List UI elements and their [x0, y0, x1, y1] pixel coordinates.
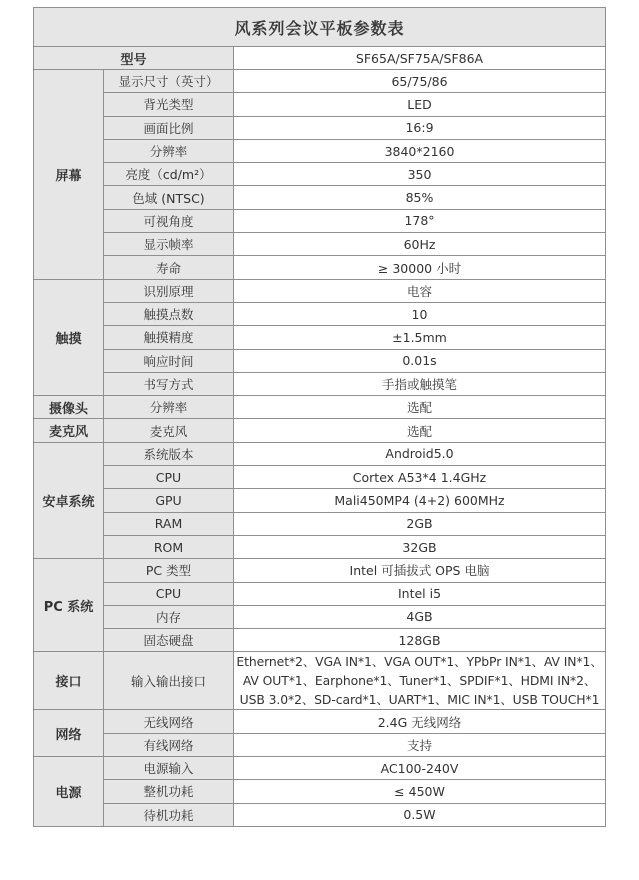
param-label: 整机功耗: [104, 780, 234, 803]
param-value: Intel i5: [234, 582, 606, 605]
param-label: 显示帧率: [104, 233, 234, 256]
param-value: Mali450MP4 (4+2) 600MHz: [234, 489, 606, 512]
param-label: CPU: [104, 582, 234, 605]
param-label: 识别原理: [104, 279, 234, 302]
table-row: [34, 466, 606, 489]
param-label: 分辨率: [104, 396, 234, 419]
param-value: Android5.0: [234, 442, 606, 465]
param-value: 65/75/86: [234, 70, 606, 93]
param-value: ≥ 30000 小时: [234, 256, 606, 279]
param-label: 内存: [104, 605, 234, 628]
param-value: 85%: [234, 186, 606, 209]
table-row: [34, 326, 606, 349]
category-cell: 接口: [34, 652, 104, 710]
category-cell: PC 系统: [34, 559, 104, 652]
param-value: Intel 可插拔式 OPS 电脑: [234, 559, 606, 582]
table-row: [34, 279, 606, 302]
param-label: CPU: [104, 466, 234, 489]
param-label: 可视角度: [104, 209, 234, 232]
param-label: 输入输出接口: [104, 652, 234, 710]
table-row: [34, 803, 606, 826]
param-label: 寿命: [104, 256, 234, 279]
table-row: [34, 512, 606, 535]
table-row: [34, 70, 606, 93]
param-value: 60Hz: [234, 233, 606, 256]
table-row: [34, 209, 606, 232]
table-row: [34, 302, 606, 325]
category-cell: 摄像头: [34, 396, 104, 419]
table-row: [34, 233, 606, 256]
param-label: 色域 (NTSC): [104, 186, 234, 209]
param-value: ≤ 450W: [234, 780, 606, 803]
category-cell: 网络: [34, 710, 104, 757]
param-value: 2GB: [234, 512, 606, 535]
table-row: [34, 116, 606, 139]
param-value: 手指或触摸笔: [234, 372, 606, 395]
table-row: [34, 757, 606, 780]
param-label: 书写方式: [104, 372, 234, 395]
param-value: 支持: [234, 733, 606, 756]
category-cell: 安卓系统: [34, 442, 104, 558]
table-row: [34, 442, 606, 465]
param-label: 麦克风: [104, 419, 234, 442]
param-value: 4GB: [234, 605, 606, 628]
param-label: ROM: [104, 535, 234, 558]
model-label: 型号: [34, 47, 234, 70]
category-cell: 电源: [34, 757, 104, 827]
category-cell: 屏幕: [34, 70, 104, 280]
param-value: 0.5W: [234, 803, 606, 826]
table-row: [34, 139, 606, 162]
param-value: 电容: [234, 279, 606, 302]
param-label: PC 类型: [104, 559, 234, 582]
param-value: ±1.5mm: [234, 326, 606, 349]
param-value: 选配: [234, 396, 606, 419]
param-value: 选配: [234, 419, 606, 442]
param-value: 350: [234, 163, 606, 186]
param-label: 亮度（cd/m²）: [104, 163, 234, 186]
param-label: 响应时间: [104, 349, 234, 372]
table-row: [34, 559, 606, 582]
table-row: [34, 186, 606, 209]
param-value: 178°: [234, 209, 606, 232]
table-row: [34, 733, 606, 756]
param-label: 触摸精度: [104, 326, 234, 349]
param-value: LED: [234, 93, 606, 116]
param-value: 128GB: [234, 629, 606, 652]
table-row: [34, 349, 606, 372]
table-row: [34, 605, 606, 628]
model-value: SF65A/SF75A/SF86A: [234, 47, 606, 70]
param-label: 显示尺寸（英寸）: [104, 70, 234, 93]
param-value: Cortex A53*4 1.4GHz: [234, 466, 606, 489]
table-title: 风系列会议平板参数表: [34, 8, 606, 47]
table-row: [34, 396, 606, 419]
param-label: 有线网络: [104, 733, 234, 756]
param-value-line: AV OUT*1、Earphone*1、Tuner*1、SPDIF*1、HDMI IN*2、: [242, 673, 597, 689]
param-value: AC100-240V: [234, 757, 606, 780]
table-row: [34, 710, 606, 733]
param-value-line: Ethernet*2、VGA IN*1、VGA OUT*1、YPbPr IN*1、AV IN*1、: [236, 654, 603, 670]
param-value: 3840*2160: [234, 139, 606, 162]
param-value: 32GB: [234, 535, 606, 558]
param-label: 画面比例: [104, 116, 234, 139]
param-label: 待机功耗: [104, 803, 234, 826]
table-row: [34, 419, 606, 442]
table-row: [34, 372, 606, 395]
table-row: [34, 780, 606, 803]
param-value: 16:9: [234, 116, 606, 139]
category-cell: 触摸: [34, 279, 104, 395]
param-value-line: USB 3.0*2、SD-card*1、UART*1、MIC IN*1、USB TOUCH*1: [239, 692, 600, 708]
param-label: 电源输入: [104, 757, 234, 780]
param-value: 2.4G 无线网络: [234, 710, 606, 733]
table-row: [34, 93, 606, 116]
param-label: 固态硬盘: [104, 629, 234, 652]
table-row: [34, 256, 606, 279]
spec-table: [33, 7, 606, 827]
param-label: 无线网络: [104, 710, 234, 733]
table-row: [34, 652, 606, 710]
table-row: [34, 629, 606, 652]
param-value: 10: [234, 302, 606, 325]
param-label: 分辨率: [104, 139, 234, 162]
param-label: GPU: [104, 489, 234, 512]
param-label: 触摸点数: [104, 302, 234, 325]
table-row: [34, 489, 606, 512]
param-label: 背光类型: [104, 93, 234, 116]
param-value: [234, 652, 606, 710]
table-row: [34, 582, 606, 605]
table-row: [34, 535, 606, 558]
category-cell: 麦克风: [34, 419, 104, 442]
table-row: [34, 163, 606, 186]
param-label: 系统版本: [104, 442, 234, 465]
param-label: RAM: [104, 512, 234, 535]
param-value: 0.01s: [234, 349, 606, 372]
